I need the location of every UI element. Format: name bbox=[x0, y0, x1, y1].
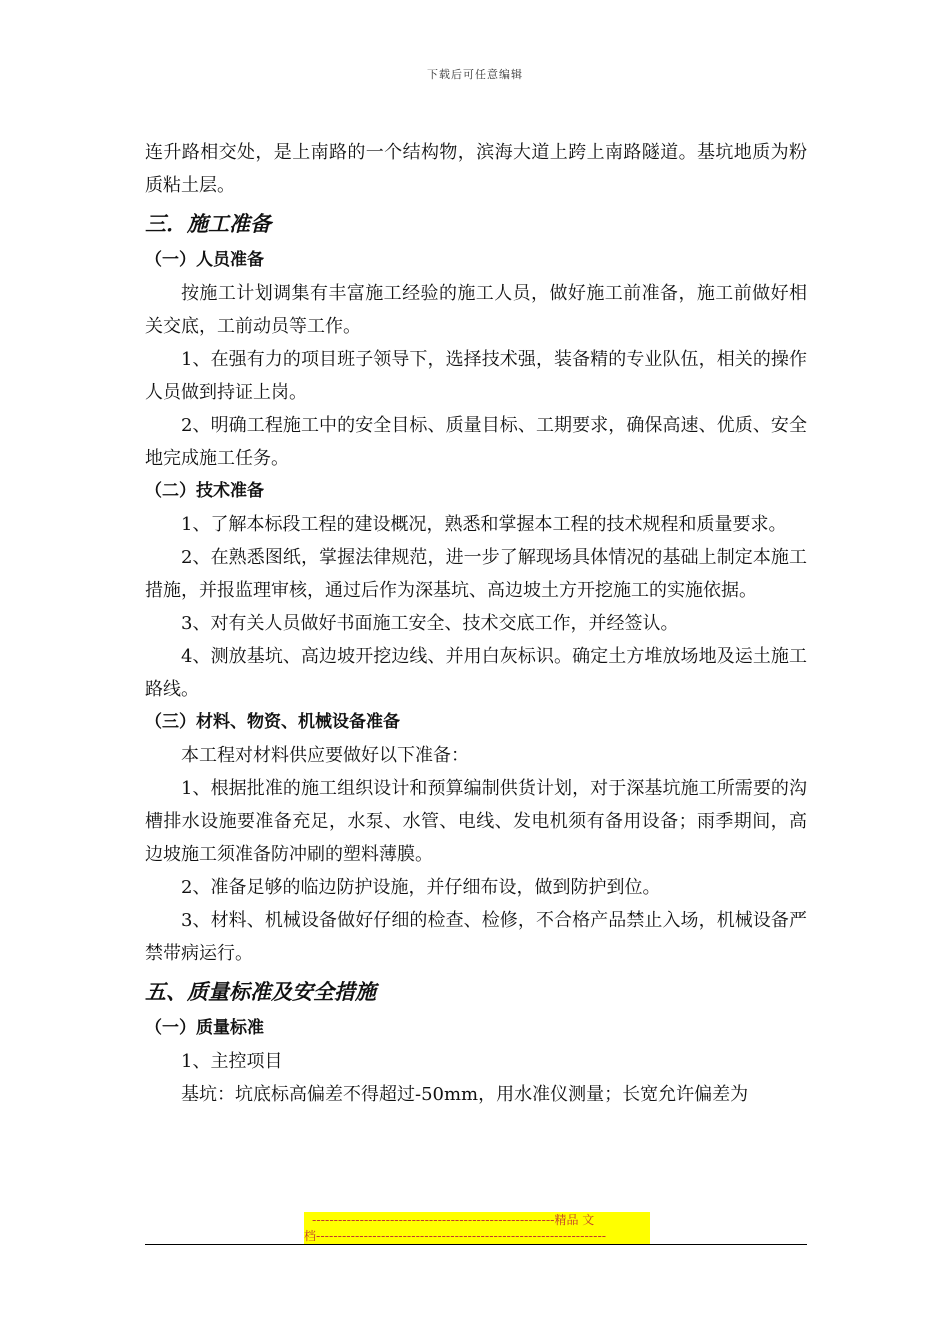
paragraph: 基坑：坑底标高偏差不得超过-50mm，用水准仪测量；长宽允许偏差为 bbox=[181, 1084, 749, 1105]
footer-line: 档------------------------------------------------------------------- bbox=[304, 1228, 650, 1244]
subsection-heading: （一）质量标准 bbox=[145, 1018, 264, 1038]
paragraph: 1、了解本标段工程的建设概况，熟悉和掌握本工程的技术规程和质量要求。 bbox=[181, 514, 787, 535]
page-header: 下载后可任意编辑 bbox=[427, 68, 523, 81]
paragraph: 4、测放基坑、高边坡开挖边线、并用白灰标识。确定土方堆放场地及运土施工路线。 bbox=[145, 646, 807, 700]
section-heading: 五、质量标准及安全措施 bbox=[145, 979, 376, 1004]
footer-watermark bbox=[304, 1212, 650, 1244]
subsection-heading: （一）人员准备 bbox=[145, 250, 264, 270]
paragraph: 3、对有关人员做好书面施工安全、技术交底工作，并经签认。 bbox=[181, 613, 679, 634]
paragraph: 2、明确工程施工中的安全目标、质量目标、工期要求，确保高速、优质、安全地完成施工任务。 bbox=[145, 415, 807, 469]
paragraph: 连升路相交处，是上南路的一个结构物，滨海大道上跨上南路隧道。基坑地质为粉质粘土层。 bbox=[145, 142, 807, 196]
paragraph: 1、根据批准的施工组织设计和预算编制供货计划，对于深基坑施工所需要的沟槽排水设施要准备充足，水泵、水管、电线、发电机须有备用设备；雨季期间，高边坡施工须准备防冲刷的塑料薄膜。 bbox=[145, 778, 807, 865]
footer-rule bbox=[145, 1244, 807, 1245]
footer-line: --------------------------------------------------------精品 文 bbox=[304, 1212, 650, 1228]
subsection-heading: （二）技术准备 bbox=[145, 481, 264, 501]
paragraph: 1、在强有力的项目班子领导下，选择技术强，装备精的专业队伍，相关的操作人员做到持证上岗。 bbox=[145, 349, 807, 403]
subsection-heading: （三）材料、物资、机械设备准备 bbox=[145, 712, 400, 732]
paragraph: 2、准备足够的临边防护设施，并仔细布设，做到防护到位。 bbox=[181, 877, 661, 898]
paragraph: 3、材料、机械设备做好仔细的检查、检修，不合格产品禁止入场，机械设备严禁带病运行。 bbox=[145, 910, 807, 964]
document-body bbox=[145, 136, 807, 1111]
paragraph: 2、在熟悉图纸，掌握法律规范，进一步了解现场具体情况的基础上制定本施工措施，并报监理审核，通过后作为深基坑、高边坡土方开挖施工的实施依据。 bbox=[145, 547, 807, 601]
section-heading: 三．施工准备 bbox=[145, 211, 271, 236]
paragraph: 1、主控项目 bbox=[181, 1051, 283, 1072]
paragraph: 本工程对材料供应要做好以下准备： bbox=[181, 745, 469, 766]
paragraph: 按施工计划调集有丰富施工经验的施工人员，做好施工前准备，施工前做好相关交底，工前动员等工作。 bbox=[145, 283, 807, 337]
